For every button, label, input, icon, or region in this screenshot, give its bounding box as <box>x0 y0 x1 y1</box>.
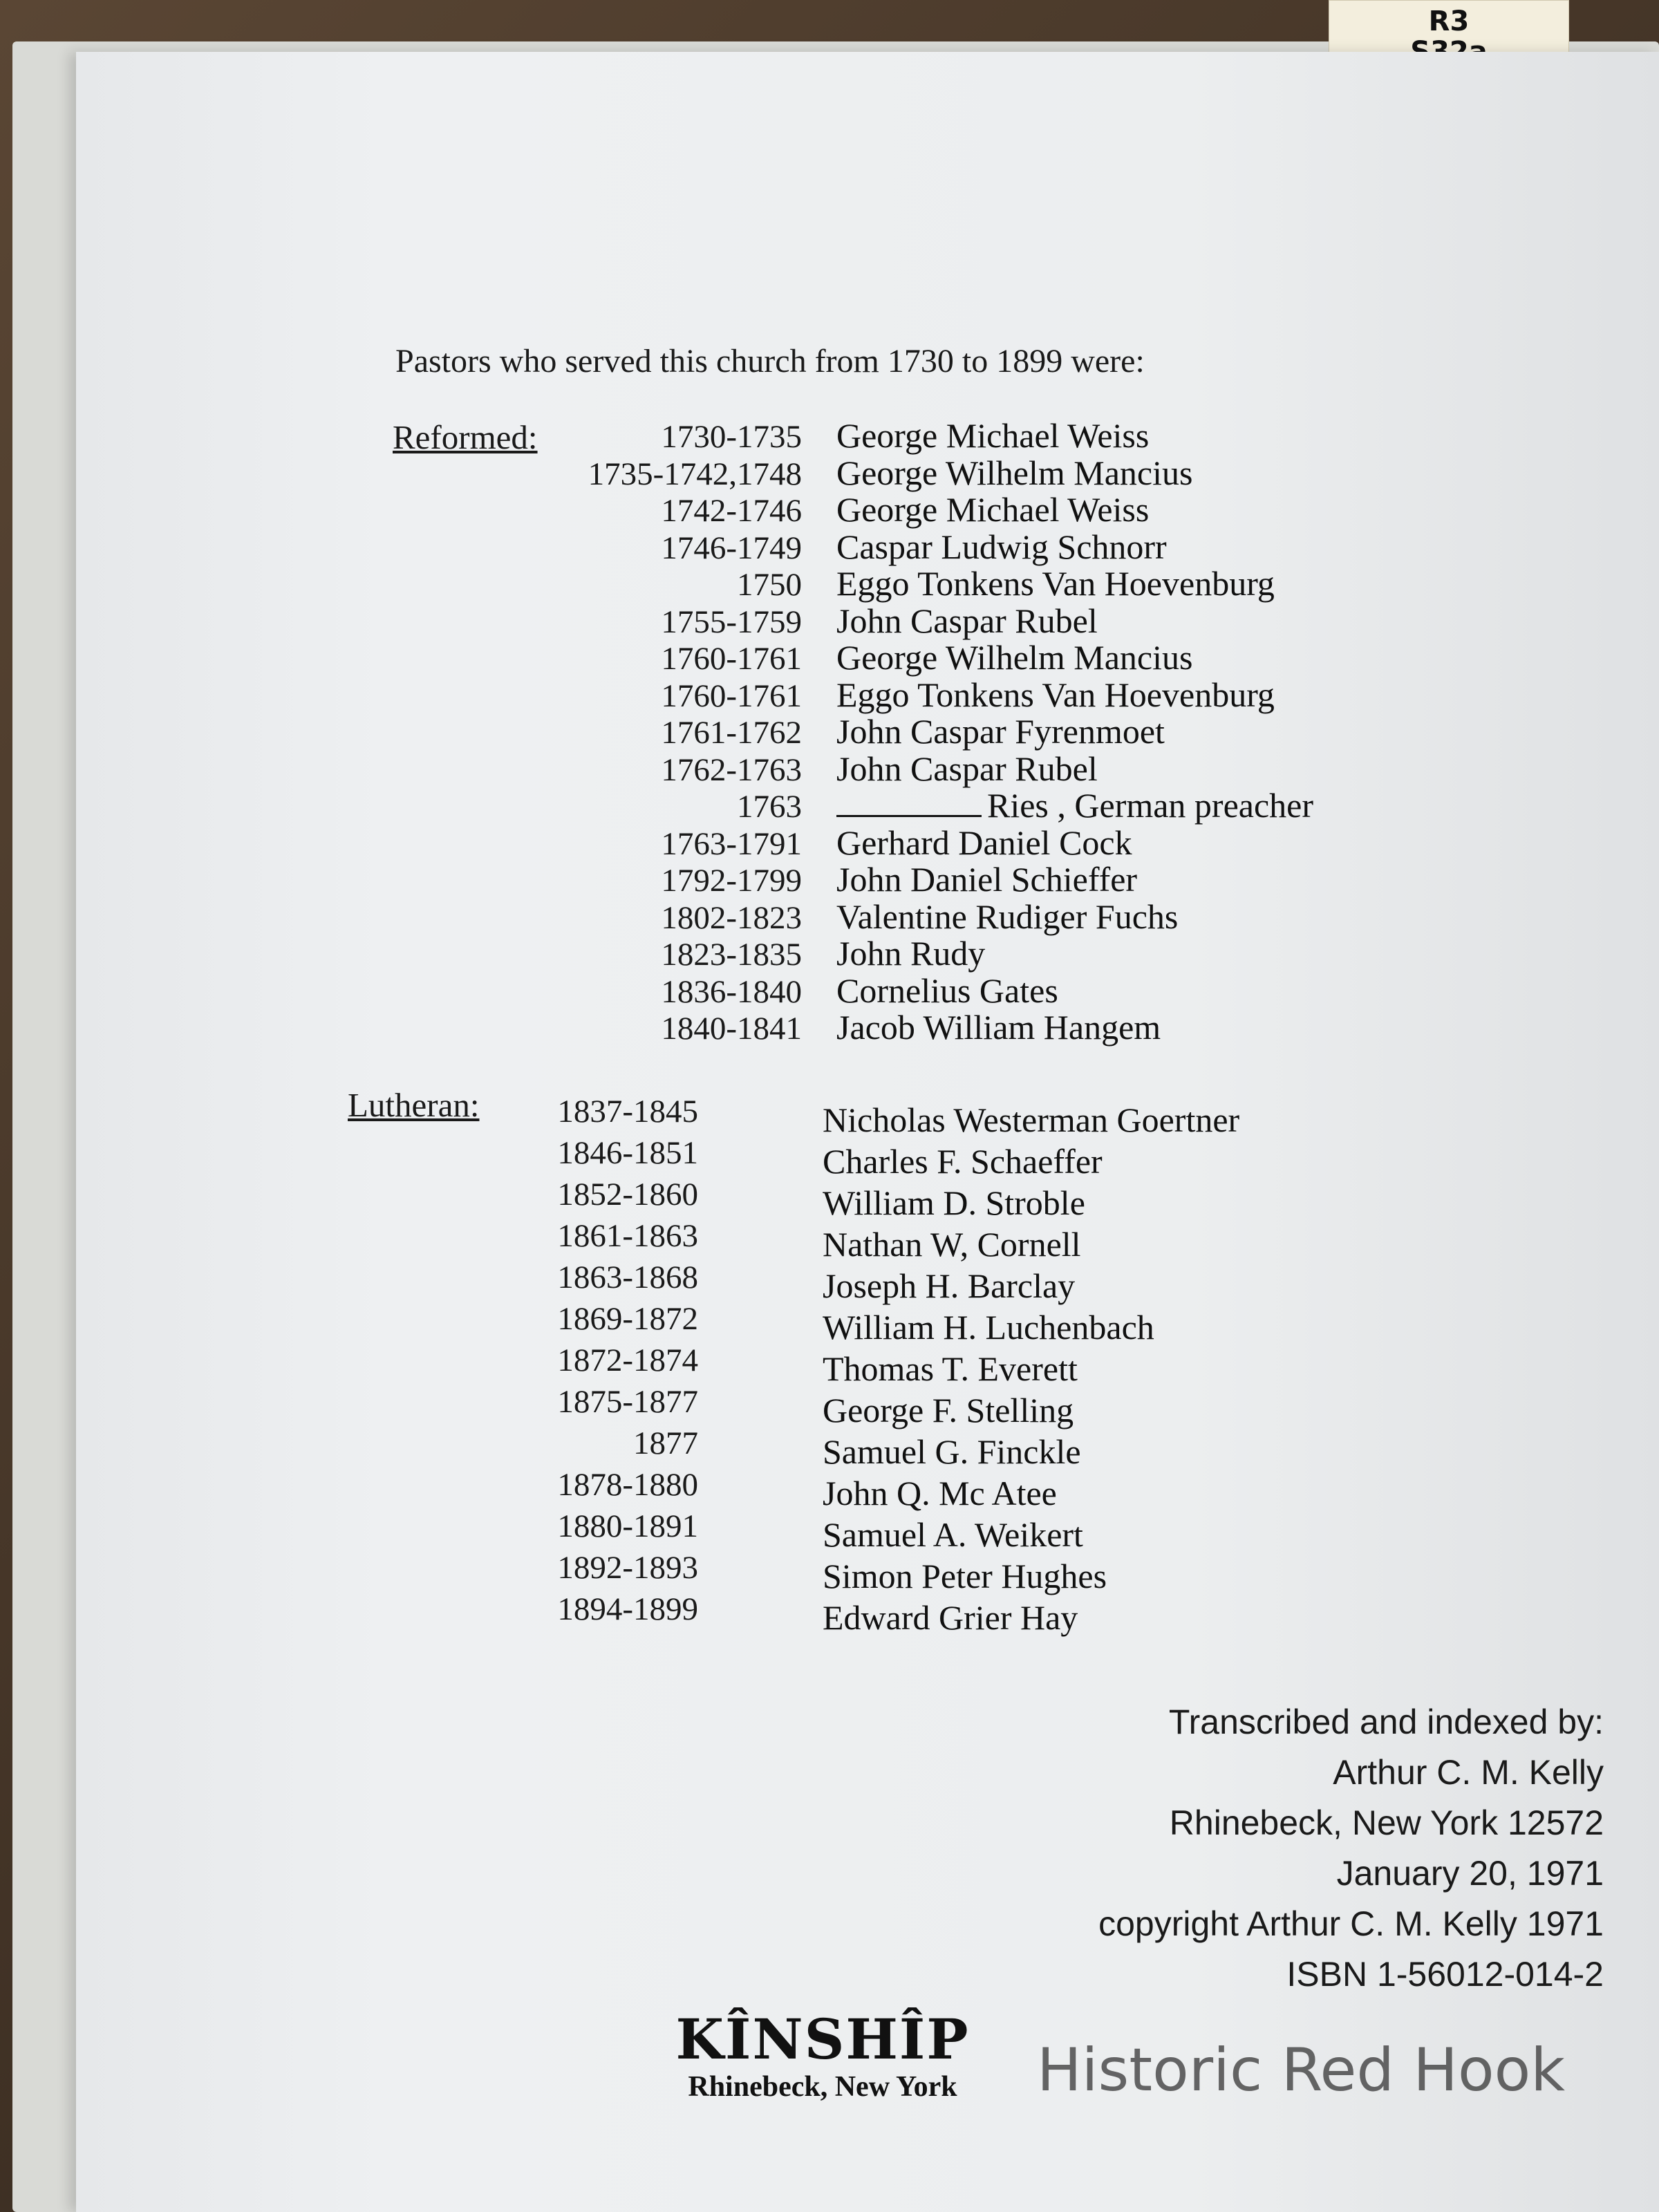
reformed-date-row-text: 1735-1742,1748 <box>588 456 802 492</box>
lutheran-label: Lutheran: <box>348 1086 480 1124</box>
blank-name-line <box>836 789 982 817</box>
reformed-pastor-row <box>836 677 1313 714</box>
lutheran-pastor-row <box>823 1348 1239 1389</box>
lutheran-date-row <box>505 1132 698 1174</box>
lutheran-pastor-row <box>823 1306 1239 1348</box>
lutheran-date-row <box>505 1340 698 1381</box>
reformed-pastor-row <box>836 529 1313 566</box>
lutheran-date-row <box>505 1588 698 1630</box>
reformed-date-row-text: 1750 <box>737 567 802 603</box>
reformed-date-row-text: 1823-1835 <box>661 937 802 973</box>
reformed-date-row-text: 1730-1735 <box>661 419 802 455</box>
reformed-pastor-row-text: Eggo Tonkens Van Hoevenburg <box>836 564 1275 603</box>
lutheran-pastor-row-text: John Q. Mc Atee <box>823 1474 1057 1512</box>
lutheran-pastor-row <box>823 1224 1239 1265</box>
lutheran-date-row-text: 1869-1872 <box>557 1301 698 1337</box>
lutheran-pastor-row <box>823 1182 1239 1224</box>
lutheran-date-row <box>505 1547 698 1588</box>
watermark: Historic Red Hook <box>1037 2036 1566 2105</box>
lutheran-date-row-text: 1892-1893 <box>557 1550 698 1586</box>
reformed-pastor-row-text: Eggo Tonkens Van Hoevenburg <box>836 675 1275 714</box>
reformed-pastor-row <box>836 491 1313 529</box>
lutheran-pastor-row <box>823 1597 1239 1638</box>
reformed-date-row <box>553 1011 802 1048</box>
reformed-pastor-row <box>836 713 1313 751</box>
reformed-pastor-row-text: John Caspar Rubel <box>836 749 1098 788</box>
reformed-pastor-row-text: John Rudy <box>836 934 986 973</box>
lutheran-pastor-row <box>823 1099 1239 1141</box>
reformed-pastor-row <box>836 861 1313 899</box>
lutheran-pastor-row-text: Joseph H. Barclay <box>823 1266 1076 1305</box>
lutheran-date-row-text: 1875-1877 <box>557 1384 698 1420</box>
reformed-date-row <box>553 715 802 752</box>
reformed-pastor-row-text: Ries , German preacher <box>987 786 1313 825</box>
reformed-pastor-row-text: George Michael Weiss <box>836 416 1150 455</box>
reformed-pastor-row-text: George Wilhelm Mancius <box>836 453 1193 492</box>
lutheran-pastor-row-text: Edward Grier Hay <box>823 1598 1078 1637</box>
reformed-date-row <box>553 678 802 715</box>
lutheran-date-row <box>505 1174 698 1215</box>
reformed-date-row <box>553 493 802 530</box>
reformed-pastor-row-text: Caspar Ludwig Schnorr <box>836 527 1167 566</box>
publisher-city: Rhinebeck, New York <box>688 2071 957 2103</box>
reformed-pastor-row <box>836 825 1313 862</box>
lutheran-date-row <box>505 1257 698 1298</box>
reformed-date-row <box>553 530 802 568</box>
call-number-line-1: R3 <box>1428 6 1470 37</box>
reformed-pastor-row-text: Cornelius Gates <box>836 971 1058 1010</box>
credits-line-6: ISBN 1-56012-014-2 <box>1286 1955 1604 1994</box>
lutheran-pastor-row-text: William D. Stroble <box>823 1183 1085 1222</box>
reformed-pastor-row-text: George Michael Weiss <box>836 490 1150 529</box>
publisher-logo <box>664 2008 982 2103</box>
reformed-date-row-text: 1840-1841 <box>661 1011 802 1047</box>
reformed-date-row <box>553 900 802 937</box>
reformed-date-row-text: 1762-1763 <box>661 751 802 788</box>
lutheran-pastor-row <box>823 1389 1239 1431</box>
reformed-date-row-text: 1742-1746 <box>661 493 802 529</box>
reformed-pastor-row-text: John Caspar Fyrenmoet <box>836 712 1165 751</box>
lutheran-pastor-row <box>823 1141 1239 1182</box>
reformed-date-row <box>553 826 802 863</box>
reformed-pastor-row <box>836 418 1313 455</box>
reformed-dates-column <box>553 419 802 1048</box>
lutheran-pastor-row-text: William H. Luchenbach <box>823 1308 1154 1347</box>
lutheran-date-row <box>505 1298 698 1340</box>
lutheran-date-row-text: 1880-1891 <box>557 1508 698 1544</box>
lutheran-date-row <box>505 1091 698 1132</box>
page-heading: Pastors who served this church from 1730 to 1899 were: <box>395 343 1145 379</box>
lutheran-pastor-row <box>823 1555 1239 1597</box>
reformed-date-row-text: 1802-1823 <box>661 899 802 936</box>
reformed-pastor-row <box>836 787 1313 825</box>
reformed-pastor-row-text: Gerhard Daniel Cock <box>836 823 1132 862</box>
credits-line-3: Rhinebeck, New York 12572 <box>1169 1803 1604 1842</box>
reformed-date-row <box>553 567 802 604</box>
reformed-date-row-text: 1746-1749 <box>661 529 802 566</box>
reformed-pastor-row <box>836 565 1313 603</box>
lutheran-pastor-row <box>823 1431 1239 1472</box>
reformed-pastor-row-text: Jacob William Hangem <box>836 1008 1161 1047</box>
lutheran-date-row <box>505 1381 698 1423</box>
reformed-date-row <box>553 456 802 494</box>
lutheran-pastor-row-text: Samuel A. Weikert <box>823 1515 1083 1554</box>
reformed-date-row-text: 1836-1840 <box>661 973 802 1010</box>
reformed-pastor-row <box>836 751 1313 788</box>
credits-line-5: copyright Arthur C. M. Kelly 1971 <box>1098 1904 1604 1943</box>
credits-line-4: January 20, 1971 <box>1336 1854 1604 1893</box>
lutheran-date-row-text: 1878-1880 <box>557 1467 698 1503</box>
reformed-pastor-row-text: Valentine Rudiger Fuchs <box>836 897 1179 936</box>
lutheran-date-row <box>505 1506 698 1547</box>
lutheran-pastor-row <box>823 1514 1239 1555</box>
reformed-date-row-text: 1792-1799 <box>661 863 802 899</box>
lutheran-date-row <box>505 1215 698 1257</box>
reformed-date-row <box>553 974 802 1011</box>
reformed-pastor-row-text: John Caspar Rubel <box>836 601 1098 640</box>
reformed-pastor-row-text: George Wilhelm Mancius <box>836 638 1193 677</box>
reformed-pastor-row <box>836 899 1313 936</box>
lutheran-date-row-text: 1872-1874 <box>557 1342 698 1378</box>
reformed-date-row <box>553 641 802 678</box>
lutheran-date-row-text: 1846-1851 <box>557 1135 698 1171</box>
reformed-pastor-row <box>836 455 1313 492</box>
lutheran-pastor-row <box>823 1472 1239 1514</box>
lutheran-date-row <box>505 1464 698 1506</box>
lutheran-pastor-row-text: Nicholas Westerman Goertner <box>823 1100 1240 1139</box>
lutheran-date-row <box>505 1423 698 1464</box>
lutheran-pastor-row-text: Simon Peter Hughes <box>823 1557 1107 1595</box>
lutheran-pastor-row-text: George F. Stelling <box>823 1391 1074 1430</box>
reformed-date-row <box>553 863 802 900</box>
reformed-date-row <box>553 937 802 974</box>
credits-line-1: Transcribed and indexed by: <box>1168 1703 1604 1741</box>
reformed-date-row <box>553 752 802 789</box>
lutheran-date-row-text: 1852-1860 <box>557 1177 698 1212</box>
reformed-date-row-text: 1763-1791 <box>661 825 802 862</box>
lutheran-pastor-row-text: Thomas T. Everett <box>823 1349 1078 1388</box>
lutheran-date-row-text: 1837-1845 <box>557 1094 698 1130</box>
reformed-date-row-text: 1760-1761 <box>661 677 802 714</box>
reformed-pastor-row <box>836 973 1313 1010</box>
reformed-pastor-row <box>836 639 1313 677</box>
reformed-pastor-row <box>836 1009 1313 1047</box>
lutheran-date-row-text: 1863-1868 <box>557 1259 698 1295</box>
reformed-date-row <box>553 789 802 826</box>
lutheran-pastor-row-text: Charles F. Schaeffer <box>823 1142 1103 1181</box>
lutheran-pastor-row <box>823 1265 1239 1306</box>
reformed-date-row <box>553 604 802 641</box>
publisher-wordmark: KÎNSHÎP <box>675 2007 970 2072</box>
reformed-date-row <box>553 419 802 456</box>
reformed-date-row-text: 1755-1759 <box>661 603 802 640</box>
lutheran-dates-column <box>505 1091 698 1630</box>
lutheran-names-column <box>823 1099 1239 1638</box>
reformed-pastor-row <box>836 603 1313 640</box>
reformed-label: Reformed: <box>393 418 538 456</box>
lutheran-date-row-text: 1861-1863 <box>557 1218 698 1254</box>
credits-line-2: Arthur C. M. Kelly <box>1333 1753 1604 1792</box>
reformed-date-row-text: 1760-1761 <box>661 641 802 677</box>
reformed-names-column <box>836 418 1313 1047</box>
reformed-pastor-row-text: John Daniel Schieffer <box>836 860 1138 899</box>
lutheran-pastor-row-text: Nathan W, Cornell <box>823 1225 1081 1264</box>
reformed-date-row-text: 1761-1762 <box>661 715 802 751</box>
lutheran-date-row-text: 1877 <box>633 1425 698 1461</box>
credits-block <box>843 1697 1604 2000</box>
reformed-pastor-row <box>836 935 1313 973</box>
reformed-date-row-text: 1763 <box>737 789 802 825</box>
lutheran-date-row-text: 1894-1899 <box>557 1591 698 1627</box>
lutheran-pastor-row-text: Samuel G. Finckle <box>823 1432 1081 1471</box>
